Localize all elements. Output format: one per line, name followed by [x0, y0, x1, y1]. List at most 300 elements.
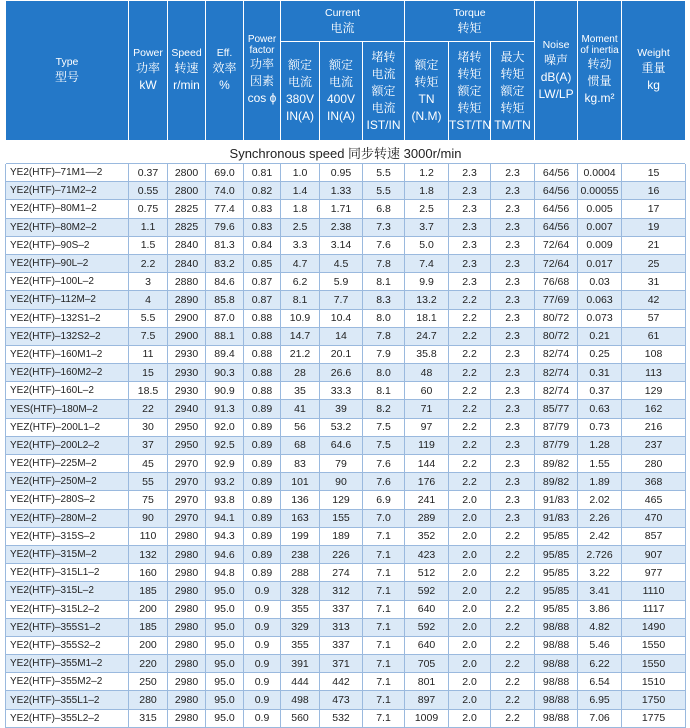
cell-tst-ratio: 2.0 [449, 655, 491, 673]
cell-moment-of-inertia: 7.06 [578, 709, 622, 727]
cell-current-380v: 355 [281, 600, 320, 618]
cell-type: YE2(HTF)–160M2–2 [6, 364, 129, 382]
cell-power-factor: 0.84 [244, 236, 281, 254]
cell-speed: 2970 [168, 473, 206, 491]
cell-speed: 2950 [168, 436, 206, 454]
cell-current-400v: 14 [320, 327, 363, 345]
cell-tm-ratio: 2.2 [491, 636, 535, 654]
cell-speed: 2980 [168, 545, 206, 563]
cell-tm-ratio: 2.3 [491, 164, 535, 182]
cell-noise: 64/56 [535, 182, 578, 200]
cell-rated-torque: 640 [405, 636, 449, 654]
cell-efficiency: 95.0 [206, 618, 244, 636]
table-row [6, 418, 686, 436]
cell-current-400v: 189 [320, 527, 363, 545]
cell-ist-ratio: 7.3 [363, 218, 405, 236]
cell-current-380v: 355 [281, 636, 320, 654]
cell-ist-ratio: 7.1 [363, 709, 405, 727]
cell-speed: 2800 [168, 182, 206, 200]
cell-tm-ratio: 2.3 [491, 418, 535, 436]
cell-power: 22 [129, 400, 168, 418]
cell-power-factor: 0.87 [244, 291, 281, 309]
cell-efficiency: 91.3 [206, 400, 244, 418]
cell-speed: 2880 [168, 273, 206, 291]
cell-power: 0.55 [129, 182, 168, 200]
cell-power: 0.37 [129, 164, 168, 182]
cell-type: YE2(HTF)–280M–2 [6, 509, 129, 527]
cell-efficiency: 87.0 [206, 309, 244, 327]
cell-efficiency: 95.0 [206, 655, 244, 673]
table-row [6, 618, 686, 636]
tm-line5: TM/TN [494, 117, 531, 132]
cell-efficiency: 79.6 [206, 218, 244, 236]
ist-line5: IST/IN [366, 117, 401, 132]
cell-ist-ratio: 7.1 [363, 564, 405, 582]
cell-current-380v: 391 [281, 655, 320, 673]
eff-label-en: Eff. [216, 47, 233, 59]
cell-current-400v: 64.6 [320, 436, 363, 454]
cell-weight: 1490 [622, 618, 686, 636]
cell-tm-ratio: 2.3 [491, 309, 535, 327]
cell-tst-ratio: 2.0 [449, 691, 491, 709]
col-group-current [281, 1, 405, 42]
table-row [6, 345, 686, 363]
cell-tst-ratio: 2.2 [449, 400, 491, 418]
tst-line2: 转矩 [457, 66, 482, 81]
table-row [6, 436, 686, 454]
cell-moment-of-inertia: 2.26 [578, 509, 622, 527]
cell-weight: 1775 [622, 709, 686, 727]
cell-current-380v: 28 [281, 364, 320, 382]
cell-rated-torque: 592 [405, 582, 449, 600]
cell-type: YE2(HTF)–200L2–2 [6, 436, 129, 454]
tst-line5: TST/TN [449, 117, 492, 132]
cell-type: YE2(HTF)–132S2–2 [6, 327, 129, 345]
cell-power-factor: 0.9 [244, 600, 281, 618]
cell-type: YE2(HTF)–355L2–2 [6, 709, 129, 727]
cell-type: YE2(HTF)–100L–2 [6, 273, 129, 291]
cell-speed: 2980 [168, 527, 206, 545]
cell-weight: 21 [622, 236, 686, 254]
table-row [6, 491, 686, 509]
cell-speed: 2825 [168, 218, 206, 236]
cell-power-factor: 0.9 [244, 709, 281, 727]
cell-current-400v: 53.2 [320, 418, 363, 436]
cell-current-380v: 56 [281, 418, 320, 436]
cell-power: 75 [129, 491, 168, 509]
noise-label-cn: 噪声 [544, 52, 569, 67]
type-label-cn: 型号 [54, 70, 79, 84]
cell-noise: 72/64 [535, 254, 578, 272]
cell-power: 132 [129, 545, 168, 563]
cell-moment-of-inertia: 3.22 [578, 564, 622, 582]
i380-line1: 额定 [287, 58, 312, 72]
cell-power: 315 [129, 709, 168, 727]
cell-current-380v: 8.1 [281, 291, 320, 309]
cell-current-400v: 442 [320, 673, 363, 691]
cell-noise: 77/69 [535, 291, 578, 309]
moment-label-cn1: 转动 [587, 57, 612, 71]
cell-rated-torque: 1.2 [405, 164, 449, 182]
type-label-en: Type [55, 56, 79, 68]
cell-efficiency: 94.1 [206, 509, 244, 527]
cell-moment-of-inertia: 1.28 [578, 436, 622, 454]
cell-current-380v: 2.5 [281, 218, 320, 236]
current-label-en: Current [325, 6, 361, 19]
cell-tst-ratio: 2.0 [449, 491, 491, 509]
cell-power: 15 [129, 364, 168, 382]
cell-efficiency: 95.0 [206, 709, 244, 727]
cell-current-400v: 337 [320, 636, 363, 654]
cell-efficiency: 95.0 [206, 691, 244, 709]
cell-efficiency: 69.0 [206, 164, 244, 182]
cell-tst-ratio: 2.2 [449, 436, 491, 454]
cell-speed: 2980 [168, 636, 206, 654]
cell-tm-ratio: 2.2 [491, 673, 535, 691]
cell-efficiency: 94.8 [206, 564, 244, 582]
cell-moment-of-inertia: 6.54 [578, 673, 622, 691]
cell-weight: 977 [622, 564, 686, 582]
cell-noise: 64/56 [535, 218, 578, 236]
power-label-cn: 功率 [135, 61, 160, 75]
cell-moment-of-inertia: 0.007 [578, 218, 622, 236]
cell-tm-ratio: 2.2 [491, 527, 535, 545]
i400-line2: 电流 [328, 75, 353, 89]
cell-moment-of-inertia: 3.41 [578, 582, 622, 600]
cell-power: 185 [129, 618, 168, 636]
cell-current-400v: 7.7 [320, 291, 363, 309]
current-label-cn: 电流 [330, 20, 355, 35]
cell-moment-of-inertia: 0.063 [578, 291, 622, 309]
cell-type: YE2(HTF)–225M–2 [6, 455, 129, 473]
cell-tm-ratio: 2.2 [491, 655, 535, 673]
cell-tst-ratio: 2.2 [449, 364, 491, 382]
cell-power-factor: 0.9 [244, 691, 281, 709]
cell-speed: 2840 [168, 254, 206, 272]
cell-tm-ratio: 2.3 [491, 254, 535, 272]
cell-type: YE2(HTF)–160M1–2 [6, 345, 129, 363]
cell-current-400v: 371 [320, 655, 363, 673]
cell-moment-of-inertia: 4.82 [578, 618, 622, 636]
cell-moment-of-inertia: 1.89 [578, 473, 622, 491]
cell-ist-ratio: 8.1 [363, 273, 405, 291]
cell-efficiency: 93.8 [206, 491, 244, 509]
cell-speed: 2980 [168, 618, 206, 636]
cell-rated-torque: 18.1 [405, 309, 449, 327]
cell-type: YE2(HTF)–71M1––2 [6, 164, 129, 182]
cell-tst-ratio: 2.0 [449, 545, 491, 563]
cell-moment-of-inertia: 0.009 [578, 236, 622, 254]
cell-tst-ratio: 2.0 [449, 509, 491, 527]
cell-ist-ratio: 6.8 [363, 200, 405, 218]
cell-tm-ratio: 2.3 [491, 364, 535, 382]
col-header-current-380v [281, 42, 320, 141]
cell-efficiency: 92.5 [206, 436, 244, 454]
cell-tm-ratio: 2.3 [491, 218, 535, 236]
cell-power-factor: 0.88 [244, 345, 281, 363]
cell-efficiency: 89.4 [206, 345, 244, 363]
cell-weight: 465 [622, 491, 686, 509]
cell-power-factor: 0.89 [244, 527, 281, 545]
cell-ist-ratio: 7.1 [363, 636, 405, 654]
cell-speed: 2800 [168, 164, 206, 182]
cell-current-400v: 1.71 [320, 200, 363, 218]
cell-ist-ratio: 6.9 [363, 491, 405, 509]
cell-type: YE2(HTF)–80M2–2 [6, 218, 129, 236]
cell-current-400v: 26.6 [320, 364, 363, 382]
cell-current-380v: 444 [281, 673, 320, 691]
table-row [6, 691, 686, 709]
tn-line4: (N.M) [411, 109, 442, 123]
cell-speed: 2980 [168, 600, 206, 618]
cell-rated-torque: 9.9 [405, 273, 449, 291]
cell-power: 250 [129, 673, 168, 691]
cell-tst-ratio: 2.2 [449, 291, 491, 309]
tn-line3: TN [418, 92, 435, 106]
cell-current-380v: 6.2 [281, 273, 320, 291]
cell-rated-torque: 60 [405, 382, 449, 400]
cell-moment-of-inertia: 0.00055 [578, 182, 622, 200]
cell-speed: 2940 [168, 400, 206, 418]
cell-weight: 1550 [622, 655, 686, 673]
cell-power-factor: 0.89 [244, 491, 281, 509]
cell-efficiency: 77.4 [206, 200, 244, 218]
cell-tm-ratio: 2.3 [491, 200, 535, 218]
cell-speed: 2930 [168, 382, 206, 400]
cell-power-factor: 0.82 [244, 182, 281, 200]
cell-efficiency: 74.0 [206, 182, 244, 200]
cell-efficiency: 84.6 [206, 273, 244, 291]
cell-weight: 237 [622, 436, 686, 454]
cell-current-380v: 136 [281, 491, 320, 509]
tst-line4: 转矩 [457, 100, 482, 115]
cell-efficiency: 95.0 [206, 673, 244, 691]
table-row [6, 655, 686, 673]
cell-type: YE2(HTF)–160L–2 [6, 382, 129, 400]
noise-unit: dB(A) [540, 69, 572, 84]
cell-ist-ratio: 7.1 [363, 673, 405, 691]
ist-line1: 堵转 [371, 49, 396, 64]
cell-power-factor: 0.89 [244, 455, 281, 473]
cell-tst-ratio: 2.3 [449, 164, 491, 182]
cell-efficiency: 90.9 [206, 382, 244, 400]
tm-line3: 额定 [500, 83, 525, 98]
eff-label-cn: 效率 [212, 61, 237, 75]
cell-moment-of-inertia: 2.42 [578, 527, 622, 545]
cell-tst-ratio: 2.0 [449, 636, 491, 654]
noise-unit2: LW/LP [538, 86, 574, 101]
cell-rated-torque: 176 [405, 473, 449, 491]
cell-ist-ratio: 7.6 [363, 236, 405, 254]
cell-moment-of-inertia: 0.73 [578, 418, 622, 436]
cell-tm-ratio: 2.2 [491, 582, 535, 600]
cell-moment-of-inertia: 0.25 [578, 345, 622, 363]
cell-tm-ratio: 2.3 [491, 509, 535, 527]
cell-current-380v: 498 [281, 691, 320, 709]
cell-current-400v: 337 [320, 600, 363, 618]
cell-tm-ratio: 2.3 [491, 436, 535, 454]
cell-tm-ratio: 2.3 [491, 345, 535, 363]
cell-moment-of-inertia: 0.03 [578, 273, 622, 291]
cell-noise: 82/74 [535, 382, 578, 400]
col-group-torque [405, 1, 535, 42]
cell-rated-torque: 144 [405, 455, 449, 473]
cell-rated-torque: 5.0 [405, 236, 449, 254]
tn-line2: 转矩 [414, 75, 439, 89]
cell-ist-ratio: 7.0 [363, 509, 405, 527]
cell-efficiency: 95.0 [206, 582, 244, 600]
table-row [6, 309, 686, 327]
cell-power-factor: 0.9 [244, 673, 281, 691]
cell-tst-ratio: 2.3 [449, 200, 491, 218]
cell-rated-torque: 705 [405, 655, 449, 673]
cell-current-400v: 3.14 [320, 236, 363, 254]
table-row [6, 200, 686, 218]
cell-power-factor: 0.81 [244, 164, 281, 182]
cell-current-400v: 129 [320, 491, 363, 509]
cell-rated-torque: 592 [405, 618, 449, 636]
cell-ist-ratio: 7.1 [363, 582, 405, 600]
cell-rated-torque: 289 [405, 509, 449, 527]
weight-unit: kg [647, 78, 660, 92]
cell-power-factor: 0.89 [244, 509, 281, 527]
cell-rated-torque: 119 [405, 436, 449, 454]
table-row [6, 327, 686, 345]
cell-current-380v: 68 [281, 436, 320, 454]
cell-rated-torque: 48 [405, 364, 449, 382]
cell-power-factor: 0.89 [244, 473, 281, 491]
table-row [6, 182, 686, 200]
cell-power: 110 [129, 527, 168, 545]
cell-ist-ratio: 7.1 [363, 545, 405, 563]
cell-tm-ratio: 2.2 [491, 545, 535, 563]
cell-type: YE2(HTF)–112M–2 [6, 291, 129, 309]
cell-weight: 1510 [622, 673, 686, 691]
cell-weight: 368 [622, 473, 686, 491]
cell-weight: 1117 [622, 600, 686, 618]
power-unit: kW [139, 78, 157, 92]
cell-noise: 95/85 [535, 564, 578, 582]
table-row [6, 527, 686, 545]
cell-current-380v: 199 [281, 527, 320, 545]
cell-weight: 1550 [622, 636, 686, 654]
cell-rated-torque: 640 [405, 600, 449, 618]
section-title: Synchronous speed 同步转速 3000r/min [6, 141, 686, 164]
weight-label-en: Weight [637, 47, 670, 59]
cell-rated-torque: 3.7 [405, 218, 449, 236]
cell-current-400v: 312 [320, 582, 363, 600]
cell-rated-torque: 352 [405, 527, 449, 545]
cell-ist-ratio: 8.2 [363, 400, 405, 418]
cell-ist-ratio: 8.0 [363, 309, 405, 327]
i380-line4: IN(A) [286, 109, 314, 123]
cell-power-factor: 0.9 [244, 655, 281, 673]
table-row [6, 709, 686, 727]
cell-noise: 80/72 [535, 327, 578, 345]
cell-current-380v: 83 [281, 455, 320, 473]
col-header-rated-torque [405, 42, 449, 141]
cell-efficiency: 88.1 [206, 327, 244, 345]
table-row [6, 400, 686, 418]
cell-type: YE2(HTF)–250M–2 [6, 473, 129, 491]
tm-line4: 转矩 [500, 100, 525, 115]
cell-tst-ratio: 2.0 [449, 618, 491, 636]
power-label-en: Power [133, 47, 163, 59]
cell-type: YE2(HTF)–315L1–2 [6, 564, 129, 582]
col-header-efficiency [206, 1, 244, 141]
cell-power-factor: 0.9 [244, 636, 281, 654]
cell-power-factor: 0.83 [244, 200, 281, 218]
cell-tm-ratio: 2.3 [491, 236, 535, 254]
cell-type: YE2(HTF)–355M1–2 [6, 655, 129, 673]
cell-power-factor: 0.9 [244, 618, 281, 636]
cell-current-400v: 20.1 [320, 345, 363, 363]
cell-efficiency: 83.2 [206, 254, 244, 272]
col-header-type [6, 1, 129, 141]
table-row [6, 273, 686, 291]
cell-tst-ratio: 2.3 [449, 254, 491, 272]
cell-ist-ratio: 7.6 [363, 455, 405, 473]
ist-line3: 额定 [371, 83, 396, 98]
table-row [6, 291, 686, 309]
cell-power: 18.5 [129, 382, 168, 400]
ist-line4: 电流 [371, 100, 396, 115]
cell-speed: 2970 [168, 491, 206, 509]
speed-unit: r/min [173, 78, 200, 92]
cell-power: 7.5 [129, 327, 168, 345]
cell-noise: 91/83 [535, 509, 578, 527]
cell-type: YE2(HTF)–355S2–2 [6, 636, 129, 654]
ist-line2: 电流 [371, 66, 396, 81]
cell-current-400v: 532 [320, 709, 363, 727]
cell-current-380v: 328 [281, 582, 320, 600]
cell-ist-ratio: 7.1 [363, 655, 405, 673]
cell-current-380v: 35 [281, 382, 320, 400]
moment-unit: kg.m² [584, 91, 615, 105]
i400-line3: 400V [326, 92, 356, 106]
cell-moment-of-inertia: 0.21 [578, 327, 622, 345]
cell-ist-ratio: 7.5 [363, 436, 405, 454]
cell-tm-ratio: 2.3 [491, 400, 535, 418]
cell-current-400v: 4.5 [320, 254, 363, 272]
cell-rated-torque: 801 [405, 673, 449, 691]
cell-ist-ratio: 8.0 [363, 364, 405, 382]
cell-tm-ratio: 2.3 [491, 382, 535, 400]
cell-tm-ratio: 2.2 [491, 618, 535, 636]
cell-rated-torque: 24.7 [405, 327, 449, 345]
cell-rated-torque: 35.8 [405, 345, 449, 363]
cell-noise: 98/88 [535, 691, 578, 709]
cell-power: 200 [129, 600, 168, 618]
cell-tst-ratio: 2.2 [449, 455, 491, 473]
cell-efficiency: 93.2 [206, 473, 244, 491]
cell-power-factor: 0.83 [244, 218, 281, 236]
cell-weight: 17 [622, 200, 686, 218]
cell-type: YE2(HTF)–355M2–2 [6, 673, 129, 691]
cell-tm-ratio: 2.3 [491, 473, 535, 491]
cell-weight: 129 [622, 382, 686, 400]
cell-tm-ratio: 2.3 [491, 491, 535, 509]
cell-power: 3 [129, 273, 168, 291]
cell-moment-of-inertia: 0.017 [578, 254, 622, 272]
col-header-speed [168, 1, 206, 141]
cell-current-400v: 2.38 [320, 218, 363, 236]
cell-speed: 2930 [168, 345, 206, 363]
cell-moment-of-inertia: 6.95 [578, 691, 622, 709]
cell-current-380v: 14.7 [281, 327, 320, 345]
cell-noise: 95/85 [535, 582, 578, 600]
cell-type: YE2(HTF)–355S1–2 [6, 618, 129, 636]
